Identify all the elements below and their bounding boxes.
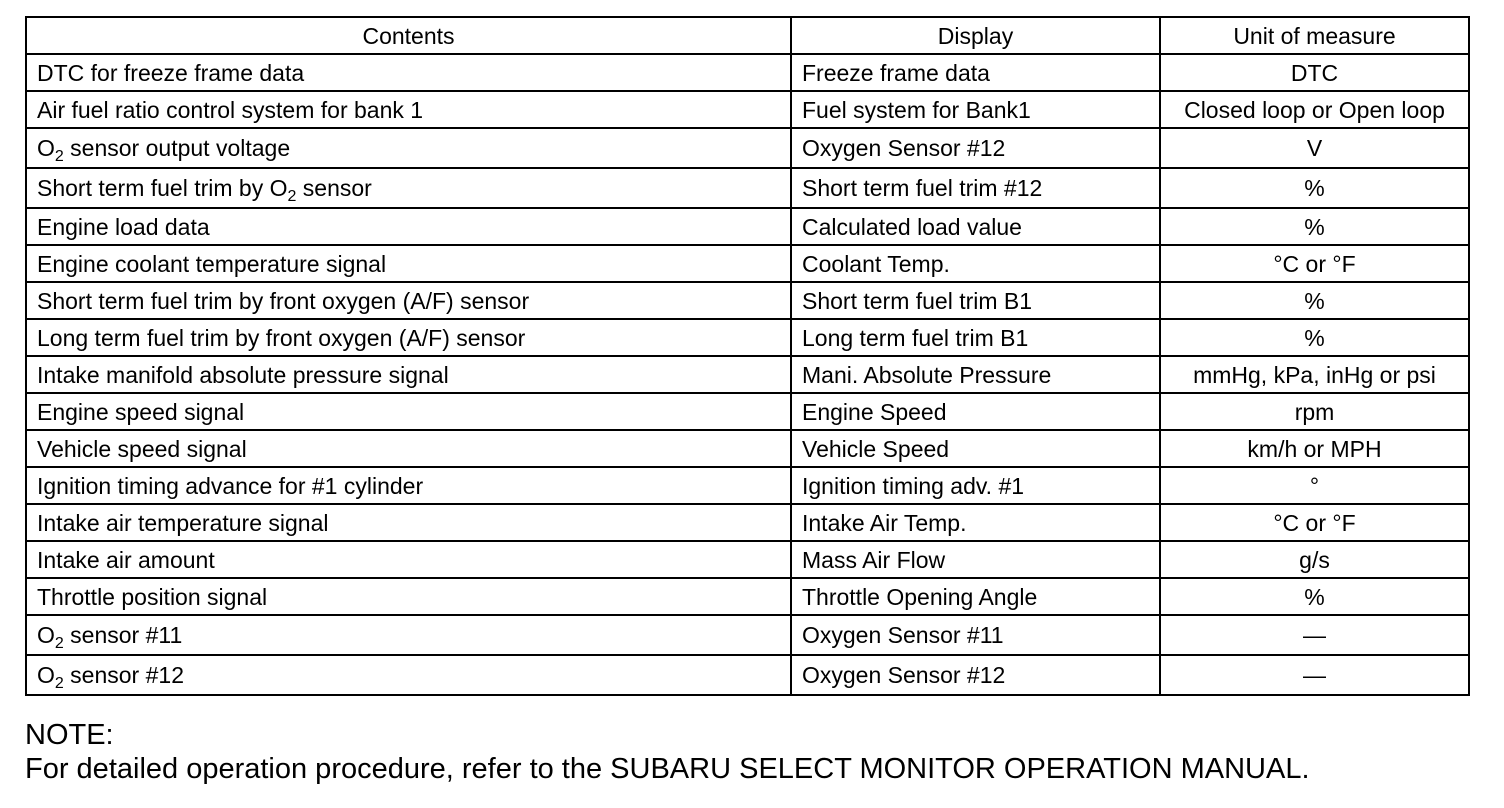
cell-display: Oxygen Sensor #11 — [791, 615, 1160, 655]
cell-contents: Throttle position signal — [26, 578, 791, 615]
cell-unit: rpm — [1160, 393, 1469, 430]
cell-contents — [26, 168, 791, 208]
table-row — [26, 319, 1469, 356]
cell-display: Freeze frame data — [791, 54, 1160, 91]
table-row — [26, 245, 1469, 282]
contents-text: Short term fuel trim by O — [37, 175, 288, 201]
cell-unit: — — [1160, 655, 1469, 695]
contents-text: O — [37, 622, 55, 648]
table-row — [26, 615, 1469, 655]
cell-unit: % — [1160, 208, 1469, 245]
cell-contents: Long term fuel trim by front oxygen (A/F) sensor — [26, 319, 791, 356]
contents-text: sensor — [296, 175, 372, 201]
cell-unit: % — [1160, 282, 1469, 319]
header-contents: Contents — [26, 17, 791, 54]
cell-contents: Ignition timing advance for #1 cylinder — [26, 467, 791, 504]
cell-display: Ignition timing adv. #1 — [791, 467, 1160, 504]
cell-contents — [26, 655, 791, 695]
cell-display: Short term fuel trim B1 — [791, 282, 1160, 319]
table-header-row — [26, 17, 1469, 54]
table-row — [26, 541, 1469, 578]
cell-contents: Short term fuel trim by front oxygen (A/F) sensor — [26, 282, 791, 319]
contents-text: O — [37, 662, 55, 688]
table-row — [26, 467, 1469, 504]
data-display-table — [25, 16, 1470, 696]
cell-contents: Air fuel ratio control system for bank 1 — [26, 91, 791, 128]
cell-display: Coolant Temp. — [791, 245, 1160, 282]
cell-display: Intake Air Temp. — [791, 504, 1160, 541]
table-row — [26, 128, 1469, 168]
table-row — [26, 393, 1469, 430]
table-row — [26, 208, 1469, 245]
cell-display: Long term fuel trim B1 — [791, 319, 1160, 356]
cell-display: Mass Air Flow — [791, 541, 1160, 578]
note-block — [25, 718, 1469, 786]
subscript-2: 2 — [54, 635, 64, 652]
cell-contents — [26, 615, 791, 655]
document — [25, 16, 1469, 786]
cell-unit: °C or °F — [1160, 245, 1469, 282]
cell-unit: — — [1160, 615, 1469, 655]
cell-unit: % — [1160, 319, 1469, 356]
cell-contents: Intake air amount — [26, 541, 791, 578]
table-row — [26, 356, 1469, 393]
cell-contents: Intake air temperature signal — [26, 504, 791, 541]
cell-unit: g/s — [1160, 541, 1469, 578]
header-unit: Unit of measure — [1160, 17, 1469, 54]
table-row — [26, 282, 1469, 319]
table-row — [26, 578, 1469, 615]
cell-contents: Engine load data — [26, 208, 791, 245]
contents-text: sensor output voltage — [63, 135, 291, 161]
cell-unit: V — [1160, 128, 1469, 168]
table-row — [26, 91, 1469, 128]
cell-display: Throttle Opening Angle — [791, 578, 1160, 615]
subscript-2: 2 — [54, 148, 64, 165]
table-row — [26, 54, 1469, 91]
table-row — [26, 168, 1469, 208]
cell-unit: Closed loop or Open loop — [1160, 91, 1469, 128]
table-row — [26, 655, 1469, 695]
cell-display: Engine Speed — [791, 393, 1160, 430]
table-row — [26, 504, 1469, 541]
contents-text: sensor #11 — [63, 622, 183, 648]
cell-contents: Engine coolant temperature signal — [26, 245, 791, 282]
cell-display: Oxygen Sensor #12 — [791, 655, 1160, 695]
contents-text: sensor #12 — [63, 662, 184, 688]
cell-unit: mmHg, kPa, inHg or psi — [1160, 356, 1469, 393]
table-row — [26, 430, 1469, 467]
cell-display: Fuel system for Bank1 — [791, 91, 1160, 128]
subscript-2: 2 — [54, 675, 64, 692]
subscript-2: 2 — [287, 188, 297, 205]
note-title: NOTE: — [25, 719, 114, 751]
cell-contents — [26, 128, 791, 168]
cell-unit: % — [1160, 168, 1469, 208]
note-text: For detailed operation procedure, refer to the SUBARU SELECT MONITOR OPERATION MANUAL. — [25, 753, 1310, 785]
cell-display: Mani. Absolute Pressure — [791, 356, 1160, 393]
cell-unit: km/h or MPH — [1160, 430, 1469, 467]
cell-unit: °C or °F — [1160, 504, 1469, 541]
cell-display: Calculated load value — [791, 208, 1160, 245]
header-display: Display — [791, 17, 1160, 54]
contents-text: O — [37, 135, 55, 161]
cell-unit: DTC — [1160, 54, 1469, 91]
cell-contents: Engine speed signal — [26, 393, 791, 430]
cell-contents: Vehicle speed signal — [26, 430, 791, 467]
cell-unit: ° — [1160, 467, 1469, 504]
cell-unit: % — [1160, 578, 1469, 615]
cell-contents: DTC for freeze frame data — [26, 54, 791, 91]
cell-display: Oxygen Sensor #12 — [791, 128, 1160, 168]
cell-contents: Intake manifold absolute pressure signal — [26, 356, 791, 393]
cell-display: Vehicle Speed — [791, 430, 1160, 467]
cell-display: Short term fuel trim #12 — [791, 168, 1160, 208]
